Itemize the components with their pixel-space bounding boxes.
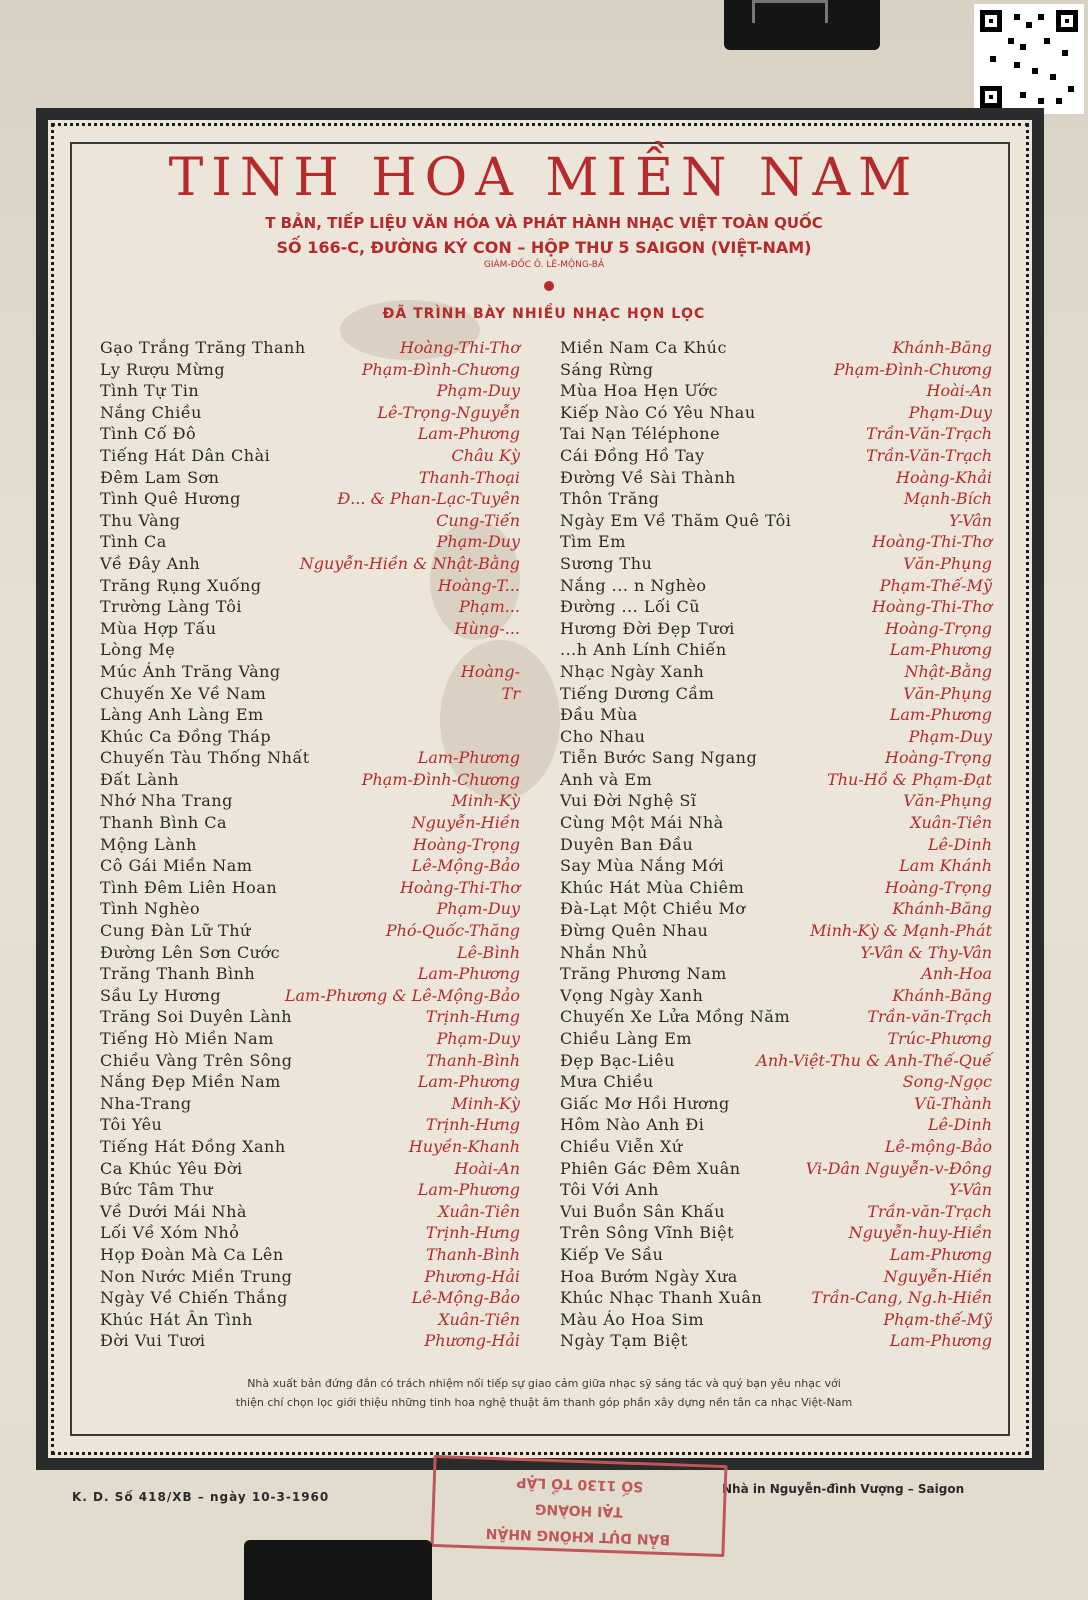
song-author: Lê-Dinh [927, 834, 992, 854]
song-row [560, 554, 992, 576]
song-author: Phương-Hải [424, 1331, 520, 1351]
song-title: Làng Anh Làng Em [100, 705, 264, 725]
song-author: Khánh-Băng [892, 985, 992, 1005]
song-title: Tiếng Hò Miền Nam [100, 1029, 274, 1048]
rubber-stamp [430, 1455, 727, 1557]
song-row [100, 1267, 520, 1289]
song-row [100, 1094, 520, 1116]
song-title: Nhạc Ngày Xanh [560, 661, 705, 681]
song-row [100, 835, 520, 857]
song-title: Tình Ca [100, 532, 167, 552]
song-row [100, 662, 520, 684]
song-title: Đầu Mùa [560, 705, 638, 725]
song-title: Đường Về Sài Thành [560, 467, 736, 487]
song-row [100, 748, 520, 770]
song-title: ...h Anh Lính Chiến [560, 640, 727, 660]
song-title: Đêm Lam Sơn [100, 467, 220, 487]
song-title: Về Đây Anh [100, 553, 201, 573]
song-title: Nhắn Nhủ [560, 942, 648, 962]
song-title: Chuyến Xe Về Nam [100, 683, 267, 703]
song-author: Phó-Quốc-Thăng [385, 921, 520, 941]
song-author: Lê-Trọng-Nguyễn [377, 402, 520, 422]
song-title: Đường Lên Sơn Cước [100, 942, 281, 962]
song-author: Lam Khánh [899, 856, 992, 876]
song-row [560, 640, 992, 662]
song-author: Hùng-... [454, 618, 520, 638]
stamp-line: SỐ 1130 TỔ LẬP [516, 1473, 644, 1495]
song-author: Lam-Phương [889, 640, 992, 660]
song-row [100, 964, 520, 986]
song-title: Trăng Phương Nam [560, 964, 727, 984]
song-row [100, 640, 520, 662]
song-title: Kiếp Nào Có Yêu Nhau [560, 402, 756, 422]
song-title: Khúc Ca Đồng Tháp [100, 726, 272, 746]
song-title: Say Mùa Nắng Mới [560, 856, 725, 876]
song-title: Ngày Về Chiến Thắng [100, 1288, 288, 1308]
song-author: Trịnh-Hưng [425, 1115, 520, 1135]
song-row [100, 1202, 520, 1224]
song-row [560, 511, 992, 533]
song-title: Tìm Em [560, 532, 626, 552]
song-row [100, 338, 520, 360]
song-author: Minh-Kỳ [451, 791, 520, 811]
song-author: Hoàng-Thi-Thơ [871, 532, 992, 552]
song-title: Gạo Trắng Trăng Thanh [100, 338, 306, 357]
song-author: Hoàng-Thi-Thơ [399, 877, 520, 897]
song-list-left [100, 338, 520, 1353]
song-author: Anh-Hoa [921, 964, 992, 984]
song-row [560, 446, 992, 468]
song-row [100, 1180, 520, 1202]
song-row [100, 921, 520, 943]
song-title: Trăng Thanh Bình [100, 964, 256, 984]
song-title: Thu Vàng [100, 510, 181, 530]
song-title: Tình Tự Tin [100, 381, 200, 401]
song-row [560, 1267, 992, 1289]
song-row [560, 878, 992, 900]
song-title: Ly Rượu Mừng [100, 359, 226, 379]
song-author: Phạm-Thế-Mỹ [879, 575, 992, 595]
song-author: Hoàng-T... [437, 575, 520, 595]
song-row [100, 1007, 520, 1029]
song-title: Kiếp Ve Sầu [560, 1244, 664, 1264]
song-author: Xuân-Tiên [438, 1309, 520, 1329]
song-title: Tình Đêm Liên Hoan [100, 877, 278, 897]
song-author: Phạm... [458, 597, 520, 617]
song-row [100, 943, 520, 965]
song-author: Trần-văn-Trạch [867, 1007, 992, 1027]
song-author: Trần-Cang, Ng.h-Hiền [811, 1288, 992, 1308]
song-title: Trăng Rụng Xuống [100, 575, 262, 595]
song-row [560, 1180, 992, 1202]
song-title: Anh và Em [560, 769, 653, 789]
song-row [100, 1245, 520, 1267]
song-row [560, 1051, 992, 1073]
song-author: Lam-Phương [889, 1331, 992, 1351]
song-row [560, 662, 992, 684]
song-author: Mạnh-Bích [903, 489, 992, 509]
song-author: Văn-Phụng [903, 791, 992, 811]
song-title: Mùa Hoa Hẹn Ước [560, 381, 718, 401]
song-author: Nguyễn-Hiền & Nhật-Bằng [299, 553, 520, 573]
song-title: Chiều Viễn Xứ [560, 1136, 683, 1156]
song-row [100, 1029, 520, 1051]
song-author: Phạm-thế-Mỹ [883, 1309, 992, 1329]
song-title: Vui Buồn Sân Khấu [560, 1201, 726, 1221]
song-title: Họp Đoàn Mà Ca Lên [100, 1244, 284, 1264]
song-row [100, 1310, 520, 1332]
red-dot-ornament [544, 281, 554, 291]
song-row [560, 835, 992, 857]
song-title: Duyên Ban Đầu [560, 834, 694, 854]
song-row [100, 489, 520, 511]
song-title: Trên Sông Vĩnh Biệt [560, 1223, 735, 1243]
song-author: Hoài-An [926, 381, 992, 401]
song-author: Thu-Hồ & Phạm-Đạt [827, 769, 992, 789]
song-author: Minh-Kỳ & Mạnh-Phát [810, 921, 992, 941]
song-title: Màu Áo Hoa Sim [560, 1309, 705, 1329]
song-row [100, 446, 520, 468]
song-author: Hoàng- [460, 661, 520, 681]
license-number: K. D. Số 418/XB – ngày 10-3-1960 [72, 1490, 330, 1504]
song-author: Lam-Phương [417, 1072, 520, 1092]
song-author: Phạm-Duy [436, 1029, 520, 1048]
song-row [100, 1072, 520, 1094]
song-author: Lê-Bình [457, 942, 520, 962]
printer-credit: Nhà in Nguyễn-đình Vượng – Saigon [722, 1482, 965, 1496]
song-list-right [560, 338, 992, 1353]
song-title: Nha-Trang [100, 1093, 192, 1113]
song-author: Trần-văn-Trạch [867, 1201, 992, 1221]
song-author: Hoàng-Trọng [884, 748, 992, 768]
binder-clip-bottom [244, 1540, 432, 1600]
song-title: Mùa Hợp Tấu [100, 618, 217, 638]
song-title: Hương Đời Đẹp Tươi [560, 618, 735, 638]
song-author: Hoài-An [454, 1158, 520, 1178]
song-author: Hoàng-Trọng [884, 877, 992, 897]
song-author: Phạm-Duy [908, 726, 992, 746]
song-author: Huyền-Khanh [408, 1136, 520, 1156]
song-title: Chuyến Xe Lửa Mồng Năm [560, 1007, 791, 1027]
song-row [560, 943, 992, 965]
song-row [100, 576, 520, 598]
song-title: Cái Đồng Hồ Tay [560, 445, 705, 465]
song-row [560, 684, 992, 706]
song-title: Nhớ Nha Trang [100, 791, 233, 811]
song-row [560, 1029, 992, 1051]
song-author: Trần-Văn-Trạch [865, 445, 992, 465]
song-title: Giấc Mơ Hồi Hương [560, 1093, 730, 1113]
song-title: Cung Đàn Lữ Thứ [100, 921, 251, 941]
song-title: Phiên Gác Đêm Xuân [560, 1158, 741, 1178]
song-title: Mưa Chiều [560, 1072, 654, 1092]
song-row [560, 424, 992, 446]
song-row [560, 1094, 992, 1116]
song-row [560, 964, 992, 986]
song-author: Nhật-Bằng [904, 661, 992, 681]
song-title: Sầu Ly Hương [100, 985, 222, 1005]
song-title: Đường ... Lối Cũ [560, 597, 700, 617]
song-row [560, 1072, 992, 1094]
song-title: Nắng ... n Nghèo [560, 575, 707, 595]
song-title: Tình Nghèo [100, 899, 201, 919]
song-title: Nắng Chiều [100, 402, 202, 422]
song-row [560, 1245, 992, 1267]
song-author: Văn-Phụng [903, 553, 992, 573]
song-author: Hoàng-Trọng [412, 834, 520, 854]
song-title: Nắng Đẹp Miền Nam [100, 1072, 281, 1092]
song-author: Trúc-Phương [887, 1029, 992, 1048]
song-title: Đẹp Bạc-Liêu [560, 1050, 675, 1070]
song-author: Phương-Hải [424, 1266, 520, 1286]
song-author: Xuân-Tiên [910, 813, 992, 833]
song-author: Cung-Tiến [436, 510, 520, 530]
song-row [100, 403, 520, 425]
song-title: Chiều Vàng Trên Sông [100, 1050, 293, 1070]
song-row [100, 468, 520, 490]
song-row [100, 878, 520, 900]
song-author: Lam-Phương [417, 1180, 520, 1200]
song-title: Tôi Với Anh [560, 1180, 659, 1200]
song-author: Lam-Phương [889, 705, 992, 725]
publisher-address: SỐ 166-C, ĐƯỜNG KÝ CON – HỘP THƯ 5 SAIGON (VIỆT-NAM) [276, 238, 812, 257]
song-row [100, 770, 520, 792]
song-row [560, 1137, 992, 1159]
song-title: Vọng Ngày Xanh [560, 985, 704, 1005]
song-title: Khúc Hát Ân Tình [100, 1309, 253, 1329]
song-row [100, 986, 520, 1008]
song-author: Khánh-Băng [892, 899, 992, 919]
song-row [560, 856, 992, 878]
song-row [100, 813, 520, 835]
song-author: Phạm-Duy [908, 402, 992, 422]
song-row [100, 705, 520, 727]
song-author: Lam-Phương [417, 964, 520, 984]
song-row [100, 856, 520, 878]
binder-clip-wire [752, 0, 828, 23]
song-author: Khánh-Băng [892, 338, 992, 357]
section-heading: ĐÃ TRÌNH BÀY NHIỀU NHẠC HỌN LỌC [382, 306, 706, 322]
song-row [560, 597, 992, 619]
song-title: Thanh Bình Ca [100, 813, 228, 833]
song-title: Về Dưới Mái Nhà [100, 1201, 247, 1221]
song-row [560, 705, 992, 727]
publisher-note-line: Nhà xuất bản đứng đắn có trách nhiệm nối tiếp sự giao cảm giữa nhạc sỹ sáng tác và quý bạn yêu nhạc với [247, 1377, 841, 1390]
song-row [560, 770, 992, 792]
song-row [100, 1115, 520, 1137]
song-row [560, 1223, 992, 1245]
song-author: Phạm-Đình-Chương [361, 769, 520, 789]
song-row [560, 791, 992, 813]
publisher-note [0, 1374, 1088, 1412]
song-author: Phạm-Đình-Chương [361, 359, 520, 379]
song-row [560, 360, 992, 382]
song-author: Lê-Mộng-Bảo [411, 1288, 520, 1308]
song-author: Vi-Dân Nguyễn-v-Đông [805, 1158, 992, 1178]
song-title: Tôi Yêu [100, 1115, 163, 1135]
song-row [560, 619, 992, 641]
song-author: Phạm-Đình-Chương [833, 359, 992, 379]
song-title: Chiều Làng Em [560, 1029, 693, 1048]
song-author: Phạm-Duy [436, 899, 520, 919]
song-row [100, 791, 520, 813]
song-title: Khúc Nhạc Thanh Xuân [560, 1288, 763, 1308]
song-author: Trịnh-Hưng [425, 1007, 520, 1027]
stamp-line: BẢN DỰT KHÔNG NHẬN [485, 1524, 671, 1548]
song-title: Hoa Bướm Ngày Xưa [560, 1266, 738, 1286]
song-title: Hôm Nào Anh Đi [560, 1115, 705, 1135]
song-row [100, 1331, 520, 1353]
song-title: Tiếng Hát Dân Chài [100, 445, 271, 465]
qr-code [974, 4, 1084, 114]
song-author: Phạm-Duy [436, 532, 520, 552]
song-author: Thanh-Bình [425, 1050, 520, 1070]
song-row [100, 899, 520, 921]
song-row [560, 1310, 992, 1332]
song-author: Lê-mộng-Bảo [884, 1136, 992, 1156]
song-title: Tai Nạn Téléphone [560, 424, 721, 444]
song-author: Nguyễn-Hiền [883, 1266, 992, 1286]
song-title: Tình Cố Đô [100, 424, 197, 444]
song-row [560, 1115, 992, 1137]
stamp-line: TẠI HOÀNG [534, 1500, 624, 1520]
song-title: Lòng Mẹ [100, 640, 176, 660]
song-title: Tình Quê Hương [100, 489, 241, 509]
song-title: Lối Về Xóm Nhỏ [100, 1223, 240, 1243]
song-author: Nguyễn-Hiền [411, 813, 520, 833]
song-title: Cho Nhau [560, 726, 646, 746]
song-row [560, 576, 992, 598]
song-author: Song-Ngọc [902, 1072, 992, 1092]
song-row [560, 986, 992, 1008]
song-author: Hoàng-Khải [896, 467, 992, 487]
song-author: Anh-Việt-Thu & Anh-Thế-Quế [756, 1050, 992, 1070]
song-author: Trần-Văn-Trạch [865, 424, 992, 444]
song-row [100, 381, 520, 403]
song-title: Đời Vui Tươi [100, 1331, 206, 1351]
song-title: Bức Tâm Thư [100, 1180, 213, 1200]
song-title: Mộng Lành [100, 834, 197, 854]
song-author: Vũ-Thành [914, 1093, 992, 1113]
song-title: Tiễn Bước Sang Ngang [560, 748, 758, 768]
song-author: Y-Vân & Thy-Vân [860, 942, 992, 962]
song-title: Ngày Tạm Biệt [560, 1331, 688, 1351]
song-row [100, 554, 520, 576]
song-row [560, 1159, 992, 1181]
song-author: Hoàng-Thi-Thơ [399, 338, 520, 357]
song-title: Chuyến Tàu Thống Nhất [100, 748, 310, 768]
song-author: Phạm-Duy [436, 381, 520, 401]
song-row [560, 1202, 992, 1224]
song-author: Minh-Kỳ [451, 1093, 520, 1113]
song-row [100, 511, 520, 533]
song-author: Lam-Phương [417, 748, 520, 768]
song-title: Tiếng Hát Đồng Xanh [100, 1136, 286, 1156]
song-row [100, 684, 520, 706]
song-row [100, 1288, 520, 1310]
song-author: Hoàng-Trọng [884, 618, 992, 638]
song-author: Lê-Mộng-Bảo [411, 856, 520, 876]
song-row [560, 338, 992, 360]
song-title: Trăng Soi Duyên Lành [100, 1007, 293, 1027]
song-row [560, 813, 992, 835]
song-title: Sáng Rừng [560, 359, 654, 379]
song-row [560, 381, 992, 403]
song-row [100, 532, 520, 554]
song-row [560, 1331, 992, 1353]
director-line: GIÁM-ĐỐC Ô. LÊ-MỘNG-BẢ [483, 260, 605, 270]
song-author: Đ... & Phan-Lạc-Tuyên [337, 489, 520, 509]
song-row [100, 360, 520, 382]
song-row [100, 424, 520, 446]
song-title: Sương Thu [560, 553, 653, 573]
song-author: Y-Vân [949, 1180, 992, 1200]
song-row [560, 921, 992, 943]
song-row [560, 1007, 992, 1029]
song-row [560, 403, 992, 425]
song-author: Tr [501, 683, 520, 703]
song-author: Nguyễn-huy-Hiền [848, 1223, 992, 1243]
publisher-note-line: thiện chí chọn lọc giới thiệu những tinh hoa nghệ thuật âm thanh góp phần xây dựng nền tân ca nhạc Việt-Nam [235, 1396, 853, 1409]
song-author: Lam-Phương [417, 424, 520, 444]
song-author: Xuân-Tiên [438, 1201, 520, 1221]
song-row [100, 1051, 520, 1073]
page-title: TINH HOA MIỀN NAM [168, 148, 920, 208]
song-row [100, 619, 520, 641]
song-title: Cùng Một Mái Nhà [560, 813, 724, 833]
song-title: Đất Lành [100, 769, 180, 789]
song-author: Lam-Phương & Lê-Mộng-Bảo [284, 985, 520, 1005]
song-row [100, 727, 520, 749]
publisher-tagline: T BẢN, TIẾP LIỆU VĂN HÓA VÀ PHÁT HÀNH NHẠC VIỆT TOÀN QUỐC [265, 214, 823, 232]
song-title: Miền Nam Ca Khúc [560, 338, 727, 357]
song-author: Y-Vân [949, 510, 992, 530]
song-author: Lê-Dinh [927, 1115, 992, 1135]
song-title: Non Nước Miền Trung [100, 1266, 293, 1286]
song-title: Múc Ánh Trăng Vàng [100, 661, 281, 681]
song-row [560, 1288, 992, 1310]
song-row [100, 1137, 520, 1159]
song-title: Đà-Lạt Một Chiều Mơ [560, 899, 746, 919]
song-row [560, 489, 992, 511]
song-author: Trịnh-Hưng [425, 1223, 520, 1243]
song-row [560, 899, 992, 921]
song-title: Trường Làng Tôi [100, 597, 242, 617]
song-title: Khúc Hát Mùa Chiêm [560, 877, 745, 897]
song-title: Cô Gái Miền Nam [100, 856, 253, 876]
song-row [100, 597, 520, 619]
song-row [560, 748, 992, 770]
song-row [100, 1223, 520, 1245]
song-row [560, 468, 992, 490]
song-title: Thôn Trăng [560, 489, 660, 509]
song-author: Lam-Phương [889, 1244, 992, 1264]
song-author: Văn-Phụng [903, 683, 992, 703]
song-row [560, 532, 992, 554]
song-row [100, 1159, 520, 1181]
song-author: Hoàng-Thi-Thơ [871, 597, 992, 617]
song-title: Vui Đời Nghệ Sĩ [560, 791, 697, 811]
song-title: Ngày Em Về Thăm Quê Tôi [560, 510, 792, 530]
song-author: Châu Kỳ [451, 445, 520, 465]
song-title: Đừng Quên Nhau [560, 921, 709, 941]
song-author: Thanh-Bình [425, 1244, 520, 1264]
song-title: Ca Khúc Yêu Đời [100, 1158, 243, 1178]
song-title: Tiếng Dương Cầm [560, 683, 715, 703]
song-author: Thanh-Thoại [418, 467, 520, 487]
song-row [560, 727, 992, 749]
